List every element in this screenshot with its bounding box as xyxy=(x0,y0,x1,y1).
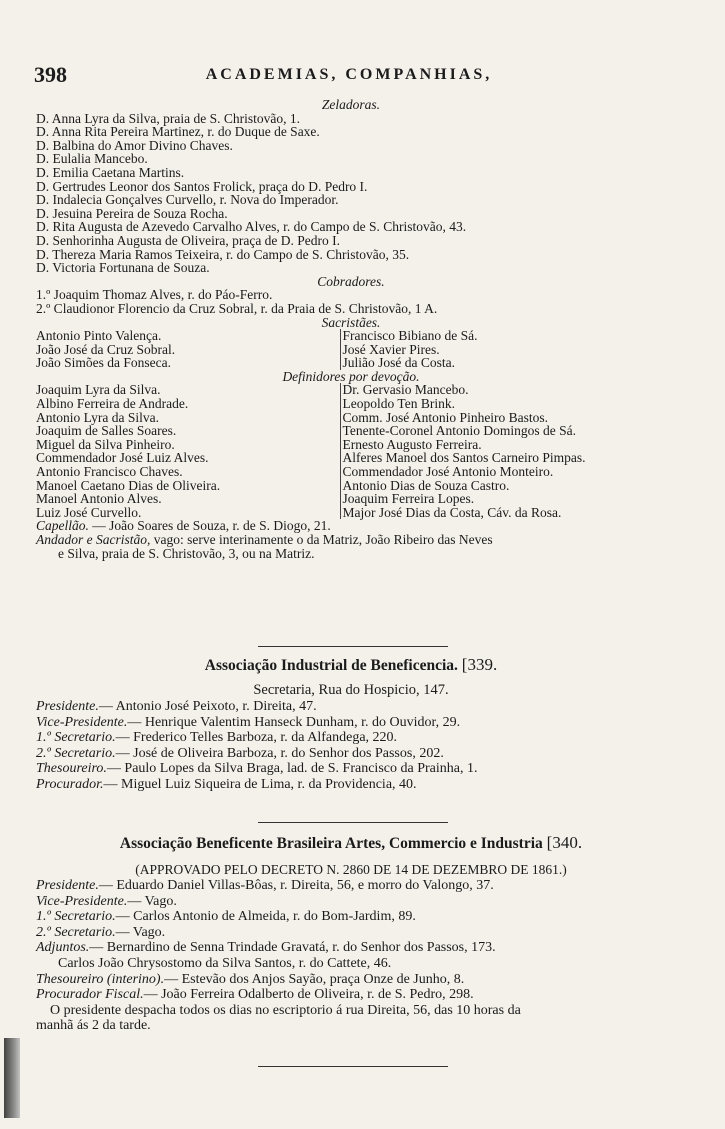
list-item: Joaquim Lyra da Silva. xyxy=(36,382,161,398)
officer-text: — José de Oliveira Barboza, r. do Senhor dos Passos, 202. xyxy=(115,745,444,761)
list-item: Albino Ferreira de Andrade. xyxy=(36,396,189,412)
list-item: Leopoldo Ten Brink. xyxy=(342,396,455,412)
officer-text: — Paulo Lopes da Silva Braga, lad. de S. Francisco da Prainha, 1. xyxy=(106,761,478,777)
officer-label: Thesoureiro (interino). xyxy=(36,971,165,987)
assoc-340-section xyxy=(36,834,666,1034)
officer-text: — Estevão dos Anjos Sayão, praça Onze de Junho, 8. xyxy=(164,971,465,987)
officer-row xyxy=(36,730,666,746)
list-item: Joaquim Ferreira Lopes. xyxy=(342,491,475,507)
assoc-339-title: Associação Industrial de Beneficencia. xyxy=(204,657,458,674)
list-item: 2.º Claudionor Florencio da Cruz Sobral, r. da Praia de S. Christovão, 1 A. xyxy=(36,300,438,316)
andador-continuation: e Silva, praia de S. Christovão, 3, ou na Matriz. xyxy=(58,545,315,561)
list-item: Antonio Dias de Souza Castro. xyxy=(342,477,510,493)
list-item: D. Emilia Caetana Martins. xyxy=(36,164,185,180)
section-title: Sacristães. xyxy=(321,314,381,330)
officer-text: — Vago. xyxy=(127,893,177,909)
list-item: Luiz José Curvello. xyxy=(36,504,142,520)
list-item: Antonio Lyra da Silva. xyxy=(36,409,159,425)
officer-row xyxy=(36,909,666,925)
officer-label: Procurador Fiscal. xyxy=(36,987,144,1003)
list-item: Manoel Caetano Dias de Oliveira. xyxy=(36,477,221,493)
running-title: ACADEMIAS, COMPANHIAS, xyxy=(205,66,493,83)
list-item: D. Gertrudes Leonor dos Santos Frolick, praça do D. Pedro I. xyxy=(36,178,368,194)
section-title: Definidores por devoção. xyxy=(282,368,420,384)
officer-label: Presidente. xyxy=(36,699,99,714)
list-item: D. Anna Lyra da Silva, praia de S. Christovão, 1. xyxy=(36,110,300,126)
officer-label: Presidente. xyxy=(36,878,99,893)
list-item: Dr. Gervasio Mancebo. xyxy=(342,382,469,398)
officer-text: — Eduardo Daniel Villas-Bôas, r. Direita, 56, e morro do Valongo, 37. xyxy=(98,878,494,893)
page-number: 398 xyxy=(34,62,67,87)
list-item: Julião José da Costa. xyxy=(342,355,456,371)
officer-row xyxy=(36,746,666,762)
list-item: Ernesto Augusto Ferreira. xyxy=(342,436,482,452)
officer-text: — Miguel Luiz Siqueira de Lima, r. da Providencia, 40. xyxy=(103,776,417,792)
list-item: Miguel da Silva Pinheiro. xyxy=(36,436,175,452)
assoc-339-number: [339. xyxy=(461,655,498,674)
list-item: Alferes Manoel dos Santos Carneiro Pimpas. xyxy=(342,450,586,466)
officer-label: Vice-Presidente. xyxy=(36,893,128,909)
assoc-339-section xyxy=(36,656,666,793)
officer-text: — Antonio José Peixoto, r. Direita, 47. xyxy=(98,699,317,714)
andador-label: Andador e Sacristão, xyxy=(36,532,151,547)
list-item: Comm. José Antonio Pinheiro Bastos. xyxy=(342,409,549,425)
officer-text: Carlos João Chrysostomo da Silva Santos, r. do Cattete, 46. xyxy=(58,955,392,971)
assoc-340-note-continuation: manhã ás 2 da tarde. xyxy=(36,1018,151,1034)
officer-text: — Frederico Telles Barboza, r. da Alfandega, 220. xyxy=(115,730,398,746)
list-item: D. Indalecia Gonçalves Curvello, r. Nova do Imperador. xyxy=(36,192,339,208)
sacristaes-columns xyxy=(36,329,666,370)
officer-text: — Carlos Antonio de Almeida, r. do Bom-Jardim, 89. xyxy=(115,909,416,925)
assoc-340-decree: (APPROVADO PELO DECRETO N. 2860 DE 14 DE DEZEMBRO DE 1861.) xyxy=(135,862,567,877)
officer-row xyxy=(36,715,666,731)
section-title: Cobradores. xyxy=(317,273,385,289)
list-item: Antonio Francisco Chaves. xyxy=(36,464,183,480)
officer-label: 1.º Secretario. xyxy=(36,730,116,746)
list-item: D. Thereza Maria Ramos Teixeira, r. do Campo de S. Christovão, 35. xyxy=(36,246,410,262)
officer-text: — Vago. xyxy=(115,924,166,940)
officer-row xyxy=(36,972,666,988)
list-item: Joaquim de Salles Soares. xyxy=(36,423,177,439)
officer-text: — Bernardino de Senna Trindade Gravatá, r. do Senhor dos Passos, 173. xyxy=(89,940,496,956)
assoc-340-number: [340. xyxy=(546,833,583,852)
officer-row xyxy=(36,987,666,1003)
list-item: Major José Dias da Costa, Cáv. da Rosa. xyxy=(342,504,562,520)
officer-label: 1.º Secretario. xyxy=(36,909,116,925)
list-item: Tenente-Coronel Antonio Domingos de Sá. xyxy=(342,423,576,439)
list-item: Francisco Bibiano de Sá. xyxy=(342,328,478,344)
officer-text: — João Ferreira Odalberto de Oliveira, r. de S. Pedro, 298. xyxy=(143,987,474,1003)
divider xyxy=(258,646,448,647)
divider xyxy=(258,1066,448,1067)
capellao-text: — João Soares de Souza, r. de S. Diogo, 21. xyxy=(88,518,331,534)
page-header xyxy=(34,62,664,92)
assoc-340-note: O presidente despacha todos os dias no escriptorio á rua Direita, 56, das 10 horas da xyxy=(50,1002,521,1018)
officer-label: Adjuntos. xyxy=(36,940,90,956)
officer-text: — Henrique Valentim Hanseck Dunham, r. do Ouvidor, 29. xyxy=(127,714,461,730)
list-item: D. Eulalia Mancebo. xyxy=(36,151,148,167)
officer-label: Vice-Presidente. xyxy=(36,714,128,730)
list-item: D. Senhorinha Augusta de Oliveira, praça de D. Pedro I. xyxy=(36,232,341,248)
zeladoras-section xyxy=(36,98,666,560)
list-item: José Xavier Pires. xyxy=(342,341,440,357)
list-item: João José da Cruz Sobral. xyxy=(36,341,176,357)
binding-shadow xyxy=(4,1038,20,1118)
assoc-340-heading xyxy=(36,834,666,853)
officer-label: Procurador. xyxy=(36,776,104,792)
capellao-label: Capellão. xyxy=(36,518,89,534)
definidores-columns xyxy=(36,383,666,519)
assoc-340-title: Associação Beneficente Brasileira Artes, Commercio e Industria xyxy=(119,835,543,852)
officer-label: 2.º Secretario. xyxy=(36,924,116,940)
list-item: D. Victoria Fortunana de Souza. xyxy=(36,260,210,276)
list-item: 1.º Joaquim Thomaz Alves, r. do Páo-Ferro. xyxy=(36,287,273,303)
officer-label: Thesoureiro. xyxy=(36,761,107,777)
assoc-339-heading xyxy=(36,656,666,675)
list-item: D. Rita Augusta de Azevedo Carvalho Alves, r. do Campo de S. Christovão, 43. xyxy=(36,219,467,235)
andador-line xyxy=(36,533,666,547)
officer-row xyxy=(36,940,666,956)
officer-row xyxy=(36,761,666,777)
officer-row xyxy=(36,878,666,894)
list-item: D. Jesuina Pereira de Souza Rocha. xyxy=(36,205,228,221)
officer-row xyxy=(36,925,666,941)
list-item: D. Balbina do Amor Divino Chaves. xyxy=(36,137,233,153)
officer-row xyxy=(36,699,666,715)
divider xyxy=(258,822,448,823)
list-item: João Simões da Fonseca. xyxy=(36,355,171,371)
assoc-339-secretaria: Secretaria, Rua do Hospicio, 147. xyxy=(253,682,449,698)
officer-row xyxy=(36,777,666,793)
list-item: Commendador José Antonio Monteiro. xyxy=(342,464,554,480)
list-item: Antonio Pinto Valença. xyxy=(36,328,162,344)
list-item: Commendador José Luiz Alves. xyxy=(36,450,209,466)
capellao-line xyxy=(36,519,666,533)
officer-row xyxy=(36,956,666,972)
section-title: Zeladoras. xyxy=(321,97,381,112)
list-item: D. Anna Rita Pereira Martinez, r. do Duque de Saxe. xyxy=(36,124,320,140)
list-item: Manoel Antonio Alves. xyxy=(36,491,162,507)
andador-text: vago: serve interinamente o da Matriz, João Ribeiro das Neves xyxy=(150,532,493,547)
officer-row xyxy=(36,894,666,910)
officer-label: 2.º Secretario. xyxy=(36,745,116,761)
